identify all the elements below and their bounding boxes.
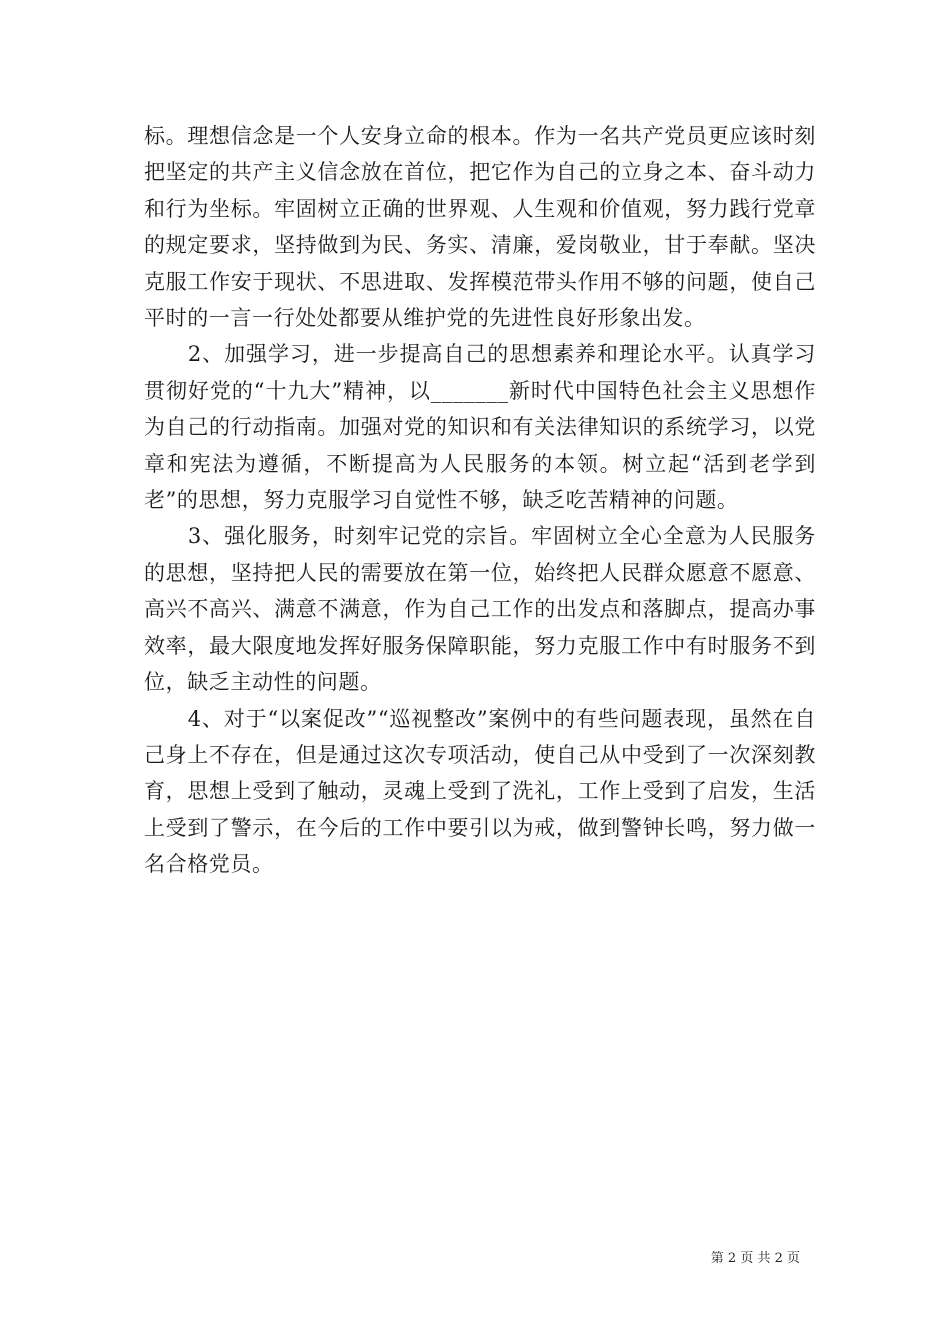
paragraph-ideals: 标。理想信念是一个人安身立命的根本。作为一名共产党员更应该时刻把坚定的共产主义信念放在首位，把它作为自己的立身之本、奋斗动力和行为坐标。牢固树立正确的世界观、人生观和价值观，努力践行党章的规定要求，坚持做到为民、务实、清廉，爱岗敬业，甘于奉献。坚决克服工作安于现状、不思进取、发挥模范带头作用不够的问题，使自己平时的一言一行处处都要从维护党的先进性良好形象出发。	[144, 124, 816, 331]
page-number-footer: 第 2 页 共 2 页	[710, 1251, 800, 1266]
document-body	[144, 118, 816, 883]
paragraph-rectification: 4、对于“以案促改”“巡视整改”案例中的有些问题表现，虽然在自己身上不存在，但是通过这次专项活动，使自己从中受到了一次深刻教育，思想上受到了触动，灵魂上受到了洗礼，工作上受到了启发，生活上受到了警示，在今后的工作中要引以为戒，做到警钟长鸣，努力做一名合格党员。	[144, 706, 816, 877]
paragraph-study: 2、加强学习，进一步提高自己的思想素养和理论水平。认真学习贯彻好党的“十九大”精神，以_______新时代中国特色社会主义思想作为自己的行动指南。加强对党的知识和有关法律知识的系统学习，以党章和宪法为遵循，不断提高为人民服务的本领。树立起“活到老学到老”的思想，努力克服学习自觉性不够，缺乏吃苦精神的问题。	[144, 342, 816, 513]
paragraph-service: 3、强化服务，时刻牢记党的宗旨。牢固树立全心全意为人民服务的思想，坚持把人民的需要放在第一位，始终把人民群众愿意不愿意、高兴不高兴、满意不满意，作为自己工作的出发点和落脚点，提高办事效率，最大限度地发挥好服务保障职能，努力克服工作中有时服务不到位，缺乏主动性的问题。	[144, 524, 816, 695]
